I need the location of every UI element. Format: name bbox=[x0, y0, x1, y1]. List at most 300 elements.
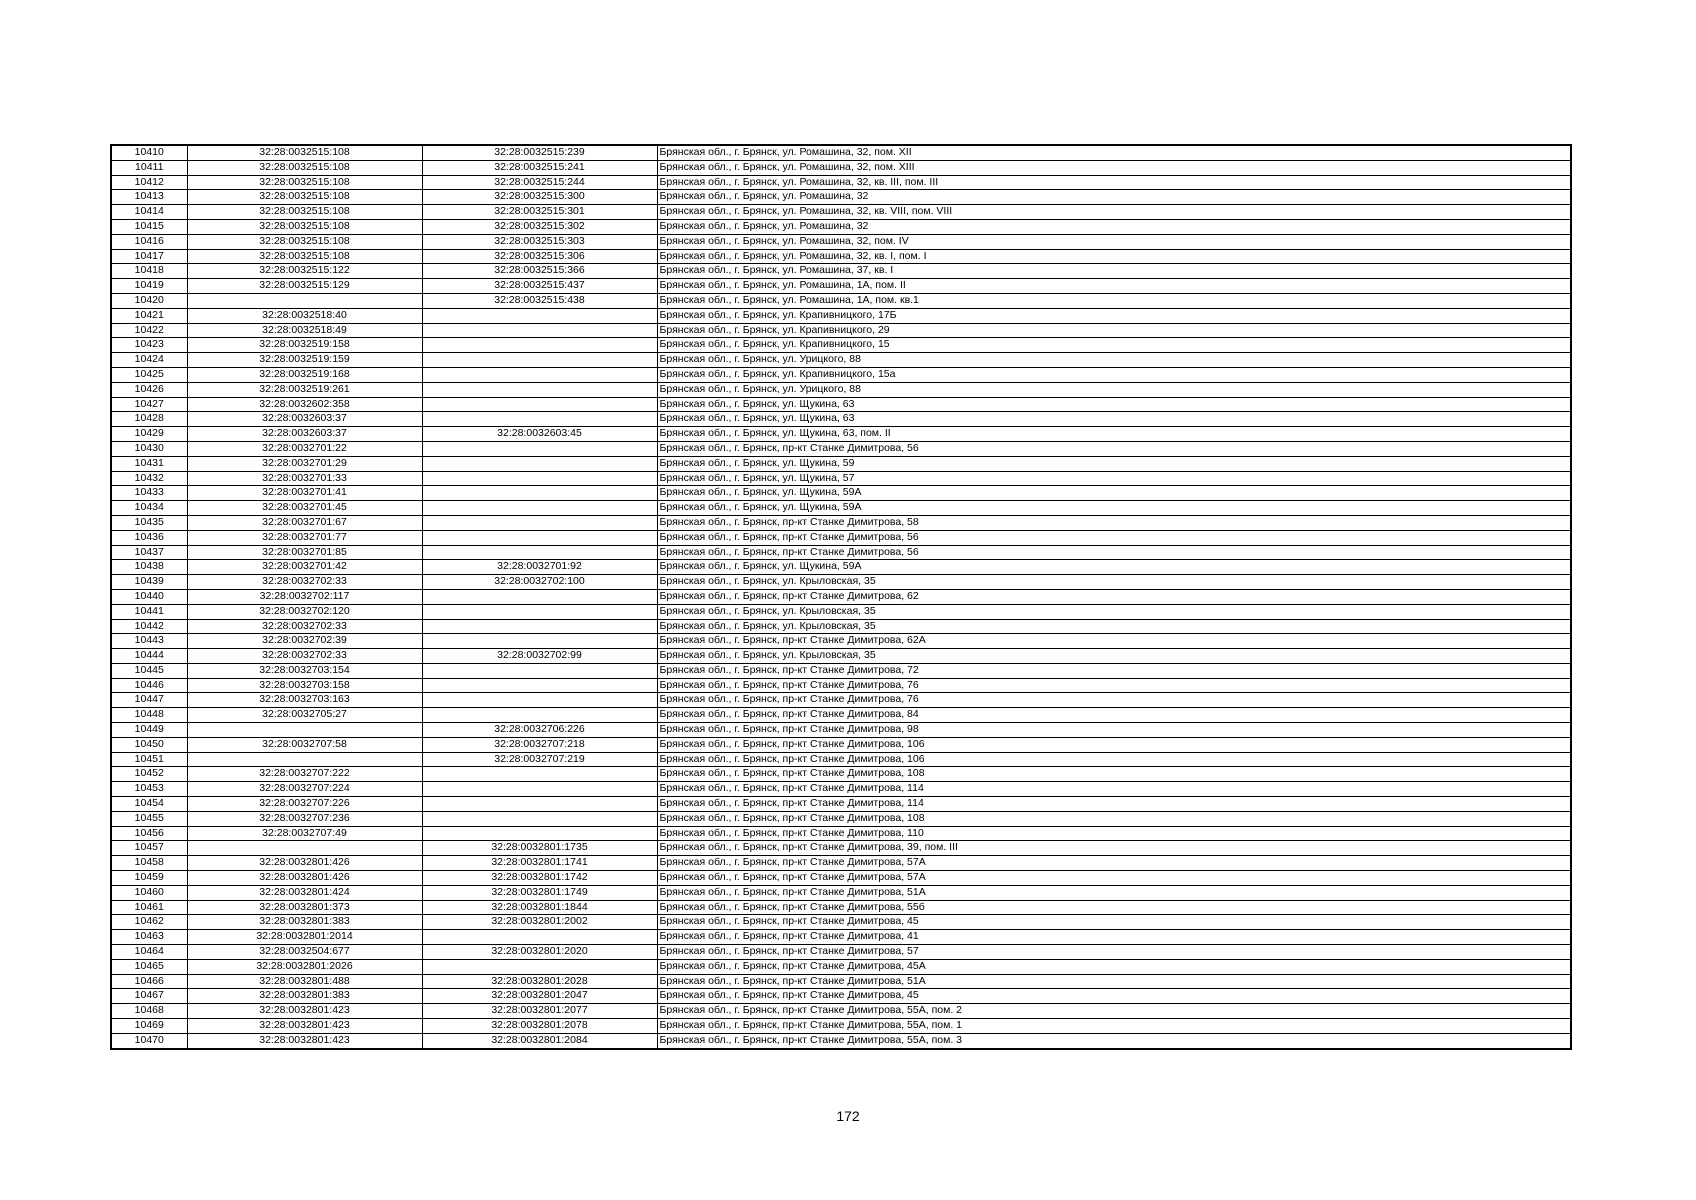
address-cell: Брянская обл., г. Брянск, ул. Урицкого, 88 bbox=[657, 353, 1571, 368]
address-cell: Брянская обл., г. Брянск, ул. Ромашина, 37, кв. I bbox=[657, 264, 1571, 279]
land-cadastral-number-cell: 32:28:0032801:423 bbox=[187, 1004, 422, 1019]
object-cadastral-number-cell: 32:28:0032515:302 bbox=[422, 219, 657, 234]
registry-table-body bbox=[111, 145, 1571, 1049]
land-cadastral-number-cell: 32:28:0032515:108 bbox=[187, 219, 422, 234]
row-number-cell: 10469 bbox=[111, 1019, 187, 1034]
row-number-cell: 10468 bbox=[111, 1004, 187, 1019]
address-cell: Брянская обл., г. Брянск, ул. Щукина, 59А bbox=[657, 501, 1571, 516]
address-cell: Брянская обл., г. Брянск, ул. Щукина, 63 bbox=[657, 397, 1571, 412]
land-cadastral-number-cell: 32:28:0032707:58 bbox=[187, 737, 422, 752]
table-row bbox=[111, 604, 1571, 619]
land-cadastral-number-cell: 32:28:0032515:108 bbox=[187, 175, 422, 190]
object-cadastral-number-cell: 32:28:0032515:301 bbox=[422, 205, 657, 220]
table-row bbox=[111, 945, 1571, 960]
table-row bbox=[111, 190, 1571, 205]
object-cadastral-number-cell: 32:28:0032515:300 bbox=[422, 190, 657, 205]
land-cadastral-number-cell: 32:28:0032518:49 bbox=[187, 323, 422, 338]
address-cell: Брянская обл., г. Брянск, пр-кт Станке Димитрова, 58 bbox=[657, 515, 1571, 530]
land-cadastral-number-cell: 32:28:0032519:168 bbox=[187, 367, 422, 382]
address-cell: Брянская обл., г. Брянск, пр-кт Станке Димитрова, 51А bbox=[657, 885, 1571, 900]
land-cadastral-number-cell: 32:28:0032519:261 bbox=[187, 382, 422, 397]
land-cadastral-number-cell: 32:28:0032701:42 bbox=[187, 560, 422, 575]
table-row bbox=[111, 974, 1571, 989]
land-cadastral-number-cell: 32:28:0032707:236 bbox=[187, 811, 422, 826]
object-cadastral-number-cell: 32:28:0032515:239 bbox=[422, 145, 657, 160]
row-number-cell: 10432 bbox=[111, 471, 187, 486]
land-cadastral-number-cell: 32:28:0032703:163 bbox=[187, 693, 422, 708]
land-cadastral-number-cell: 32:28:0032702:39 bbox=[187, 634, 422, 649]
address-cell: Брянская обл., г. Брянск, ул. Ромашина, 32, кв. VIII, пом. VIII bbox=[657, 205, 1571, 220]
object-cadastral-number-cell: 32:28:0032801:2028 bbox=[422, 974, 657, 989]
object-cadastral-number-cell: 32:28:0032801:2047 bbox=[422, 989, 657, 1004]
object-cadastral-number-cell bbox=[422, 619, 657, 634]
address-cell: Брянская обл., г. Брянск, ул. Ромашина, 32 bbox=[657, 219, 1571, 234]
land-cadastral-number-cell: 32:28:0032515:108 bbox=[187, 190, 422, 205]
address-cell: Брянская обл., г. Брянск, пр-кт Станке Димитрова, 108 bbox=[657, 811, 1571, 826]
land-cadastral-number-cell: 32:28:0032515:108 bbox=[187, 234, 422, 249]
table-row bbox=[111, 900, 1571, 915]
object-cadastral-number-cell bbox=[422, 397, 657, 412]
row-number-cell: 10440 bbox=[111, 589, 187, 604]
table-row bbox=[111, 338, 1571, 353]
table-row bbox=[111, 1004, 1571, 1019]
object-cadastral-number-cell bbox=[422, 323, 657, 338]
address-cell: Брянская обл., г. Брянск, ул. Крыловская, 35 bbox=[657, 575, 1571, 590]
object-cadastral-number-cell: 32:28:0032801:1749 bbox=[422, 885, 657, 900]
table-row bbox=[111, 323, 1571, 338]
object-cadastral-number-cell bbox=[422, 530, 657, 545]
address-cell: Брянская обл., г. Брянск, ул. Крапивницкого, 29 bbox=[657, 323, 1571, 338]
address-cell: Брянская обл., г. Брянск, ул. Крапивницкого, 17Б bbox=[657, 308, 1571, 323]
row-number-cell: 10438 bbox=[111, 560, 187, 575]
table-row bbox=[111, 797, 1571, 812]
address-cell: Брянская обл., г. Брянск, пр-кт Станке Димитрова, 76 bbox=[657, 693, 1571, 708]
table-row bbox=[111, 1033, 1571, 1048]
table-row bbox=[111, 456, 1571, 471]
address-cell: Брянская обл., г. Брянск, пр-кт Станке Димитрова, 62 bbox=[657, 589, 1571, 604]
row-number-cell: 10443 bbox=[111, 634, 187, 649]
table-row bbox=[111, 663, 1571, 678]
object-cadastral-number-cell bbox=[422, 412, 657, 427]
land-cadastral-number-cell: 32:28:0032702:117 bbox=[187, 589, 422, 604]
row-number-cell: 10413 bbox=[111, 190, 187, 205]
table-row bbox=[111, 1019, 1571, 1034]
table-row bbox=[111, 515, 1571, 530]
address-cell: Брянская обл., г. Брянск, ул. Ромашина, 1А, пом. кв.1 bbox=[657, 293, 1571, 308]
object-cadastral-number-cell: 32:28:0032801:1735 bbox=[422, 841, 657, 856]
row-number-cell: 10458 bbox=[111, 856, 187, 871]
table-row bbox=[111, 545, 1571, 560]
object-cadastral-number-cell bbox=[422, 382, 657, 397]
land-cadastral-number-cell: 32:28:0032702:33 bbox=[187, 619, 422, 634]
address-cell: Брянская обл., г. Брянск, пр-кт Станке Димитрова, 55А, пом. 3 bbox=[657, 1033, 1571, 1048]
address-cell: Брянская обл., г. Брянск, пр-кт Станке Димитрова, 55б bbox=[657, 900, 1571, 915]
land-cadastral-number-cell: 32:28:0032801:424 bbox=[187, 885, 422, 900]
address-cell: Брянская обл., г. Брянск, ул. Ромашина, 32, пом. XII bbox=[657, 145, 1571, 160]
table-row bbox=[111, 619, 1571, 634]
row-number-cell: 10453 bbox=[111, 782, 187, 797]
land-cadastral-number-cell: 32:28:0032703:154 bbox=[187, 663, 422, 678]
address-cell: Брянская обл., г. Брянск, ул. Ромашина, 32, кв. I, пом. I bbox=[657, 249, 1571, 264]
land-cadastral-number-cell: 32:28:0032515:108 bbox=[187, 160, 422, 175]
land-cadastral-number-cell: 32:28:0032707:226 bbox=[187, 797, 422, 812]
table-row bbox=[111, 145, 1571, 160]
object-cadastral-number-cell bbox=[422, 708, 657, 723]
table-row bbox=[111, 382, 1571, 397]
land-cadastral-number-cell: 32:28:0032705:27 bbox=[187, 708, 422, 723]
table-row bbox=[111, 501, 1571, 516]
address-cell: Брянская обл., г. Брянск, пр-кт Станке Димитрова, 56 bbox=[657, 530, 1571, 545]
row-number-cell: 10427 bbox=[111, 397, 187, 412]
table-row bbox=[111, 560, 1571, 575]
row-number-cell: 10457 bbox=[111, 841, 187, 856]
land-cadastral-number-cell: 32:28:0032801:423 bbox=[187, 1033, 422, 1048]
table-row bbox=[111, 175, 1571, 190]
address-cell: Брянская обл., г. Брянск, пр-кт Станке Димитрова, 114 bbox=[657, 782, 1571, 797]
object-cadastral-number-cell bbox=[422, 811, 657, 826]
land-cadastral-number-cell: 32:28:0032515:108 bbox=[187, 145, 422, 160]
table-row bbox=[111, 279, 1571, 294]
row-number-cell: 10450 bbox=[111, 737, 187, 752]
object-cadastral-number-cell bbox=[422, 930, 657, 945]
row-number-cell: 10423 bbox=[111, 338, 187, 353]
row-number-cell: 10452 bbox=[111, 767, 187, 782]
table-row bbox=[111, 575, 1571, 590]
object-cadastral-number-cell bbox=[422, 767, 657, 782]
table-row bbox=[111, 915, 1571, 930]
row-number-cell: 10412 bbox=[111, 175, 187, 190]
address-cell: Брянская обл., г. Брянск, ул. Щукина, 63, пом. II bbox=[657, 427, 1571, 442]
row-number-cell: 10424 bbox=[111, 353, 187, 368]
row-number-cell: 10463 bbox=[111, 930, 187, 945]
row-number-cell: 10436 bbox=[111, 530, 187, 545]
object-cadastral-number-cell: 32:28:0032801:2002 bbox=[422, 915, 657, 930]
table-row bbox=[111, 397, 1571, 412]
table-row bbox=[111, 649, 1571, 664]
row-number-cell: 10422 bbox=[111, 323, 187, 338]
table-row bbox=[111, 841, 1571, 856]
object-cadastral-number-cell: 32:28:0032706:226 bbox=[422, 723, 657, 738]
table-row bbox=[111, 885, 1571, 900]
address-cell: Брянская обл., г. Брянск, ул. Щукина, 59А bbox=[657, 486, 1571, 501]
address-cell: Брянская обл., г. Брянск, ул. Крапивницкого, 15 bbox=[657, 338, 1571, 353]
object-cadastral-number-cell: 32:28:0032702:100 bbox=[422, 575, 657, 590]
address-cell: Брянская обл., г. Брянск, пр-кт Станке Димитрова, 57А bbox=[657, 856, 1571, 871]
row-number-cell: 10464 bbox=[111, 945, 187, 960]
row-number-cell: 10434 bbox=[111, 501, 187, 516]
address-cell: Брянская обл., г. Брянск, пр-кт Станке Димитрова, 106 bbox=[657, 737, 1571, 752]
address-cell: Брянская обл., г. Брянск, ул. Щукина, 59А bbox=[657, 560, 1571, 575]
table-row bbox=[111, 826, 1571, 841]
row-number-cell: 10430 bbox=[111, 441, 187, 456]
land-cadastral-number-cell: 32:28:0032518:40 bbox=[187, 308, 422, 323]
address-cell: Брянская обл., г. Брянск, ул. Щукина, 57 bbox=[657, 471, 1571, 486]
land-cadastral-number-cell: 32:28:0032701:77 bbox=[187, 530, 422, 545]
table-row bbox=[111, 871, 1571, 886]
row-number-cell: 10445 bbox=[111, 663, 187, 678]
table-row bbox=[111, 708, 1571, 723]
object-cadastral-number-cell bbox=[422, 634, 657, 649]
address-cell: Брянская обл., г. Брянск, пр-кт Станке Димитрова, 45А bbox=[657, 959, 1571, 974]
land-cadastral-number-cell: 32:28:0032702:33 bbox=[187, 575, 422, 590]
row-number-cell: 10420 bbox=[111, 293, 187, 308]
row-number-cell: 10433 bbox=[111, 486, 187, 501]
row-number-cell: 10417 bbox=[111, 249, 187, 264]
row-number-cell: 10456 bbox=[111, 826, 187, 841]
object-cadastral-number-cell bbox=[422, 471, 657, 486]
land-cadastral-number-cell bbox=[187, 723, 422, 738]
land-cadastral-number-cell: 32:28:0032801:2026 bbox=[187, 959, 422, 974]
object-cadastral-number-cell bbox=[422, 353, 657, 368]
address-cell: Брянская обл., г. Брянск, пр-кт Станке Димитрова, 45 bbox=[657, 989, 1571, 1004]
object-cadastral-number-cell bbox=[422, 797, 657, 812]
address-cell: Брянская обл., г. Брянск, пр-кт Станке Димитрова, 56 bbox=[657, 441, 1571, 456]
row-number-cell: 10446 bbox=[111, 678, 187, 693]
object-cadastral-number-cell bbox=[422, 959, 657, 974]
object-cadastral-number-cell bbox=[422, 338, 657, 353]
object-cadastral-number-cell bbox=[422, 308, 657, 323]
row-number-cell: 10470 bbox=[111, 1033, 187, 1048]
land-cadastral-number-cell: 32:28:0032603:37 bbox=[187, 427, 422, 442]
land-cadastral-number-cell: 32:28:0032701:45 bbox=[187, 501, 422, 516]
address-cell: Брянская обл., г. Брянск, пр-кт Станке Димитрова, 41 bbox=[657, 930, 1571, 945]
land-cadastral-number-cell: 32:28:0032515:108 bbox=[187, 249, 422, 264]
table-row bbox=[111, 989, 1571, 1004]
row-number-cell: 10425 bbox=[111, 367, 187, 382]
table-row bbox=[111, 486, 1571, 501]
row-number-cell: 10465 bbox=[111, 959, 187, 974]
object-cadastral-number-cell: 32:28:0032707:218 bbox=[422, 737, 657, 752]
table-row bbox=[111, 856, 1571, 871]
land-cadastral-number-cell bbox=[187, 752, 422, 767]
land-cadastral-number-cell: 32:28:0032703:158 bbox=[187, 678, 422, 693]
object-cadastral-number-cell bbox=[422, 604, 657, 619]
address-cell: Брянская обл., г. Брянск, пр-кт Станке Димитрова, 98 bbox=[657, 723, 1571, 738]
object-cadastral-number-cell bbox=[422, 367, 657, 382]
address-cell: Брянская обл., г. Брянск, ул. Ромашина, 32, пом. XIII bbox=[657, 160, 1571, 175]
address-cell: Брянская обл., г. Брянск, ул. Урицкого, 88 bbox=[657, 382, 1571, 397]
object-cadastral-number-cell bbox=[422, 826, 657, 841]
table-row bbox=[111, 160, 1571, 175]
address-cell: Брянская обл., г. Брянск, пр-кт Станке Димитрова, 45 bbox=[657, 915, 1571, 930]
table-row bbox=[111, 412, 1571, 427]
object-cadastral-number-cell: 32:28:0032515:437 bbox=[422, 279, 657, 294]
land-cadastral-number-cell: 32:28:0032801:383 bbox=[187, 989, 422, 1004]
land-cadastral-number-cell: 32:28:0032801:383 bbox=[187, 915, 422, 930]
table-row bbox=[111, 678, 1571, 693]
land-cadastral-number-cell: 32:28:0032801:373 bbox=[187, 900, 422, 915]
table-row bbox=[111, 471, 1571, 486]
row-number-cell: 10447 bbox=[111, 693, 187, 708]
row-number-cell: 10410 bbox=[111, 145, 187, 160]
address-cell: Брянская обл., г. Брянск, ул. Щукина, 63 bbox=[657, 412, 1571, 427]
object-cadastral-number-cell: 32:28:0032515:241 bbox=[422, 160, 657, 175]
row-number-cell: 10426 bbox=[111, 382, 187, 397]
address-cell: Брянская обл., г. Брянск, пр-кт Станке Димитрова, 110 bbox=[657, 826, 1571, 841]
land-cadastral-number-cell: 32:28:0032801:2014 bbox=[187, 930, 422, 945]
row-number-cell: 10429 bbox=[111, 427, 187, 442]
object-cadastral-number-cell: 32:28:0032801:1741 bbox=[422, 856, 657, 871]
land-cadastral-number-cell: 32:28:0032702:33 bbox=[187, 649, 422, 664]
object-cadastral-number-cell: 32:28:0032603:45 bbox=[422, 427, 657, 442]
table-row bbox=[111, 723, 1571, 738]
land-cadastral-number-cell: 32:28:0032519:158 bbox=[187, 338, 422, 353]
address-cell: Брянская обл., г. Брянск, пр-кт Станке Димитрова, 76 bbox=[657, 678, 1571, 693]
address-cell: Брянская обл., г. Брянск, пр-кт Станке Димитрова, 106 bbox=[657, 752, 1571, 767]
table-row bbox=[111, 308, 1571, 323]
table-row bbox=[111, 752, 1571, 767]
land-cadastral-number-cell bbox=[187, 293, 422, 308]
row-number-cell: 10448 bbox=[111, 708, 187, 723]
address-cell: Брянская обл., г. Брянск, пр-кт Станке Димитрова, 57 bbox=[657, 945, 1571, 960]
object-cadastral-number-cell: 32:28:0032515:438 bbox=[422, 293, 657, 308]
row-number-cell: 10419 bbox=[111, 279, 187, 294]
row-number-cell: 10460 bbox=[111, 885, 187, 900]
row-number-cell: 10411 bbox=[111, 160, 187, 175]
table-row bbox=[111, 782, 1571, 797]
object-cadastral-number-cell bbox=[422, 663, 657, 678]
table-row bbox=[111, 441, 1571, 456]
land-cadastral-number-cell: 32:28:0032707:49 bbox=[187, 826, 422, 841]
land-cadastral-number-cell: 32:28:0032801:426 bbox=[187, 871, 422, 886]
row-number-cell: 10442 bbox=[111, 619, 187, 634]
land-cadastral-number-cell: 32:28:0032515:108 bbox=[187, 205, 422, 220]
registry-table bbox=[110, 144, 1572, 1050]
address-cell: Брянская обл., г. Брянск, ул. Крыловская, 35 bbox=[657, 649, 1571, 664]
address-cell: Брянская обл., г. Брянск, ул. Ромашина, 1А, пом. II bbox=[657, 279, 1571, 294]
address-cell: Брянская обл., г. Брянск, пр-кт Станке Димитрова, 55А, пом. 1 bbox=[657, 1019, 1571, 1034]
object-cadastral-number-cell bbox=[422, 678, 657, 693]
object-cadastral-number-cell: 32:28:0032515:366 bbox=[422, 264, 657, 279]
land-cadastral-number-cell: 32:28:0032701:22 bbox=[187, 441, 422, 456]
object-cadastral-number-cell bbox=[422, 515, 657, 530]
land-cadastral-number-cell: 32:28:0032701:67 bbox=[187, 515, 422, 530]
land-cadastral-number-cell: 32:28:0032602:358 bbox=[187, 397, 422, 412]
page-number: 172 bbox=[836, 1108, 860, 1124]
table-row bbox=[111, 634, 1571, 649]
address-cell: Брянская обл., г. Брянск, ул. Крыловская, 35 bbox=[657, 604, 1571, 619]
table-row bbox=[111, 234, 1571, 249]
table-row bbox=[111, 589, 1571, 604]
object-cadastral-number-cell: 32:28:0032801:2084 bbox=[422, 1033, 657, 1048]
land-cadastral-number-cell: 32:28:0032801:426 bbox=[187, 856, 422, 871]
table-row bbox=[111, 264, 1571, 279]
object-cadastral-number-cell bbox=[422, 456, 657, 471]
table-row bbox=[111, 205, 1571, 220]
address-cell: Брянская обл., г. Брянск, пр-кт Станке Димитрова, 114 bbox=[657, 797, 1571, 812]
row-number-cell: 10461 bbox=[111, 900, 187, 915]
table-row bbox=[111, 959, 1571, 974]
row-number-cell: 10435 bbox=[111, 515, 187, 530]
land-cadastral-number-cell: 32:28:0032519:159 bbox=[187, 353, 422, 368]
land-cadastral-number-cell: 32:28:0032515:129 bbox=[187, 279, 422, 294]
row-number-cell: 10467 bbox=[111, 989, 187, 1004]
object-cadastral-number-cell: 32:28:0032801:1844 bbox=[422, 900, 657, 915]
land-cadastral-number-cell: 32:28:0032801:423 bbox=[187, 1019, 422, 1034]
object-cadastral-number-cell bbox=[422, 545, 657, 560]
address-cell: Брянская обл., г. Брянск, ул. Крыловская, 35 bbox=[657, 619, 1571, 634]
table-row bbox=[111, 693, 1571, 708]
land-cadastral-number-cell: 32:28:0032515:122 bbox=[187, 264, 422, 279]
object-cadastral-number-cell: 32:28:0032801:2077 bbox=[422, 1004, 657, 1019]
address-cell: Брянская обл., г. Брянск, пр-кт Станке Димитрова, 57А bbox=[657, 871, 1571, 886]
row-number-cell: 10415 bbox=[111, 219, 187, 234]
row-number-cell: 10431 bbox=[111, 456, 187, 471]
row-number-cell: 10416 bbox=[111, 234, 187, 249]
table-row bbox=[111, 930, 1571, 945]
address-cell: Брянская обл., г. Брянск, пр-кт Станке Димитрова, 62А bbox=[657, 634, 1571, 649]
row-number-cell: 10437 bbox=[111, 545, 187, 560]
land-cadastral-number-cell: 32:28:0032707:224 bbox=[187, 782, 422, 797]
table-row bbox=[111, 811, 1571, 826]
land-cadastral-number-cell: 32:28:0032504:677 bbox=[187, 945, 422, 960]
table-row bbox=[111, 767, 1571, 782]
object-cadastral-number-cell: 32:28:0032701:92 bbox=[422, 560, 657, 575]
address-cell: Брянская обл., г. Брянск, пр-кт Станке Димитрова, 51А bbox=[657, 974, 1571, 989]
table-row bbox=[111, 293, 1571, 308]
table-row bbox=[111, 219, 1571, 234]
land-cadastral-number-cell: 32:28:0032707:222 bbox=[187, 767, 422, 782]
object-cadastral-number-cell: 32:28:0032702:99 bbox=[422, 649, 657, 664]
object-cadastral-number-cell: 32:28:0032515:244 bbox=[422, 175, 657, 190]
table-row bbox=[111, 737, 1571, 752]
object-cadastral-number-cell: 32:28:0032707:219 bbox=[422, 752, 657, 767]
row-number-cell: 10418 bbox=[111, 264, 187, 279]
row-number-cell: 10451 bbox=[111, 752, 187, 767]
row-number-cell: 10455 bbox=[111, 811, 187, 826]
object-cadastral-number-cell bbox=[422, 501, 657, 516]
table-row bbox=[111, 367, 1571, 382]
address-cell: Брянская обл., г. Брянск, пр-кт Станке Димитрова, 56 bbox=[657, 545, 1571, 560]
object-cadastral-number-cell bbox=[422, 693, 657, 708]
row-number-cell: 10444 bbox=[111, 649, 187, 664]
table-row bbox=[111, 530, 1571, 545]
land-cadastral-number-cell: 32:28:0032701:85 bbox=[187, 545, 422, 560]
row-number-cell: 10428 bbox=[111, 412, 187, 427]
object-cadastral-number-cell: 32:28:0032515:306 bbox=[422, 249, 657, 264]
table-row bbox=[111, 249, 1571, 264]
row-number-cell: 10421 bbox=[111, 308, 187, 323]
row-number-cell: 10466 bbox=[111, 974, 187, 989]
land-cadastral-number-cell: 32:28:0032701:41 bbox=[187, 486, 422, 501]
address-cell: Брянская обл., г. Брянск, ул. Ромашина, 32, кв. III, пом. III bbox=[657, 175, 1571, 190]
address-cell: Брянская обл., г. Брянск, пр-кт Станке Димитрова, 108 bbox=[657, 767, 1571, 782]
land-cadastral-number-cell bbox=[187, 841, 422, 856]
table-row bbox=[111, 353, 1571, 368]
address-cell: Брянская обл., г. Брянск, пр-кт Станке Димитрова, 84 bbox=[657, 708, 1571, 723]
object-cadastral-number-cell: 32:28:0032515:303 bbox=[422, 234, 657, 249]
address-cell: Брянская обл., г. Брянск, ул. Ромашина, 32 bbox=[657, 190, 1571, 205]
row-number-cell: 10439 bbox=[111, 575, 187, 590]
row-number-cell: 10414 bbox=[111, 205, 187, 220]
land-cadastral-number-cell: 32:28:0032603:37 bbox=[187, 412, 422, 427]
row-number-cell: 10459 bbox=[111, 871, 187, 886]
object-cadastral-number-cell: 32:28:0032801:2078 bbox=[422, 1019, 657, 1034]
object-cadastral-number-cell bbox=[422, 486, 657, 501]
object-cadastral-number-cell: 32:28:0032801:2020 bbox=[422, 945, 657, 960]
land-cadastral-number-cell: 32:28:0032801:488 bbox=[187, 974, 422, 989]
address-cell: Брянская обл., г. Брянск, пр-кт Станке Димитрова, 39, пом. III bbox=[657, 841, 1571, 856]
land-cadastral-number-cell: 32:28:0032701:33 bbox=[187, 471, 422, 486]
object-cadastral-number-cell: 32:28:0032801:1742 bbox=[422, 871, 657, 886]
table-row bbox=[111, 427, 1571, 442]
object-cadastral-number-cell bbox=[422, 782, 657, 797]
land-cadastral-number-cell: 32:28:0032701:29 bbox=[187, 456, 422, 471]
row-number-cell: 10449 bbox=[111, 723, 187, 738]
row-number-cell: 10441 bbox=[111, 604, 187, 619]
land-cadastral-number-cell: 32:28:0032702:120 bbox=[187, 604, 422, 619]
object-cadastral-number-cell bbox=[422, 441, 657, 456]
